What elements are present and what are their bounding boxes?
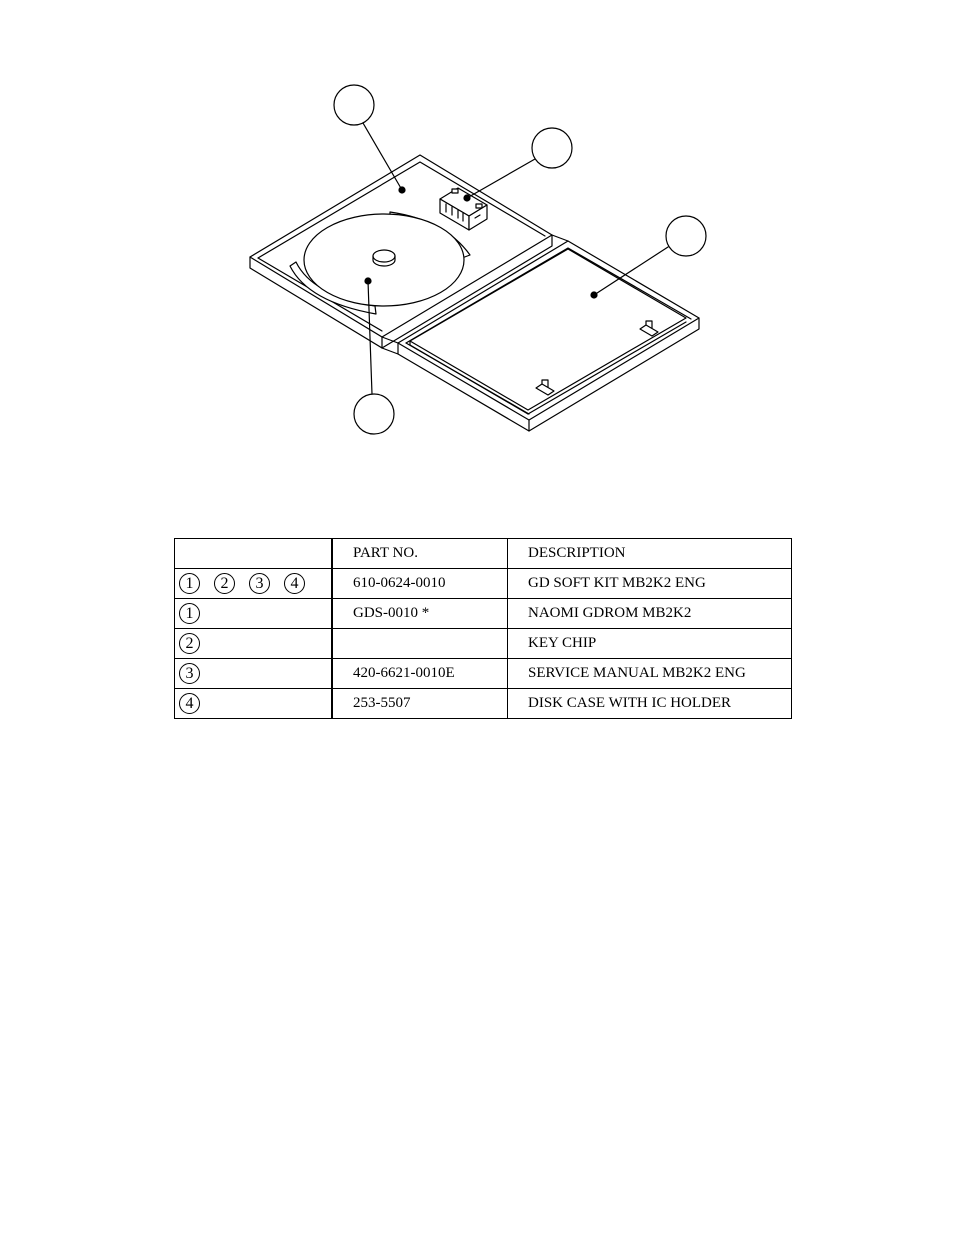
part-no-cell: 610-0624-0010: [332, 569, 508, 599]
header-ref: [175, 539, 333, 569]
parts-table-header-row: [175, 539, 792, 569]
description-cell: GD SOFT KIT MB2K2 ENG: [508, 569, 792, 599]
item-number-circle: 1: [179, 573, 200, 594]
item-ref-list: [179, 693, 331, 714]
part-no-cell: 253-5507: [332, 689, 508, 719]
item-ref-cell: [175, 659, 333, 689]
callout-disk-case: [334, 85, 405, 193]
description-cell: NAOMI GDROM MB2K2: [508, 599, 792, 629]
item-ref-cell: [175, 689, 333, 719]
callout-service-manual: [591, 216, 706, 298]
parts-table-body: [175, 539, 792, 719]
item-ref-cell: [175, 569, 333, 599]
item-number-circle: 2: [214, 573, 235, 594]
part-no-cell: GDS-0010 *: [332, 599, 508, 629]
parts-table-row: [175, 689, 792, 719]
header-part-no: PART NO.: [332, 539, 508, 569]
item-number-circle: 4: [179, 693, 200, 714]
item-ref-cell: [175, 599, 333, 629]
parts-table-row: [175, 659, 792, 689]
item-number-circle: 4: [284, 573, 305, 594]
disk-case-exploded-illustration: [0, 0, 954, 480]
callout-key-chip: [464, 128, 572, 201]
item-ref-cell: [175, 629, 333, 659]
item-ref-list: [179, 633, 331, 654]
parts-table-row: [175, 599, 792, 629]
part-no-cell: [332, 629, 508, 659]
item-ref-list: [179, 603, 331, 624]
parts-table-row: [175, 569, 792, 599]
item-ref-list: [179, 573, 331, 594]
description-cell: KEY CHIP: [508, 629, 792, 659]
description-cell: SERVICE MANUAL MB2K2 ENG: [508, 659, 792, 689]
item-number-circle: 2: [179, 633, 200, 654]
parts-table: [174, 538, 792, 719]
item-ref-list: [179, 663, 331, 684]
item-number-circle: 1: [179, 603, 200, 624]
item-number-circle: 3: [179, 663, 200, 684]
parts-table-row: [175, 629, 792, 659]
gdrom-disc: [304, 214, 464, 306]
part-no-cell: 420-6621-0010E: [332, 659, 508, 689]
description-cell: DISK CASE WITH IC HOLDER: [508, 689, 792, 719]
header-description: DESCRIPTION: [508, 539, 792, 569]
item-number-circle: 3: [249, 573, 270, 594]
